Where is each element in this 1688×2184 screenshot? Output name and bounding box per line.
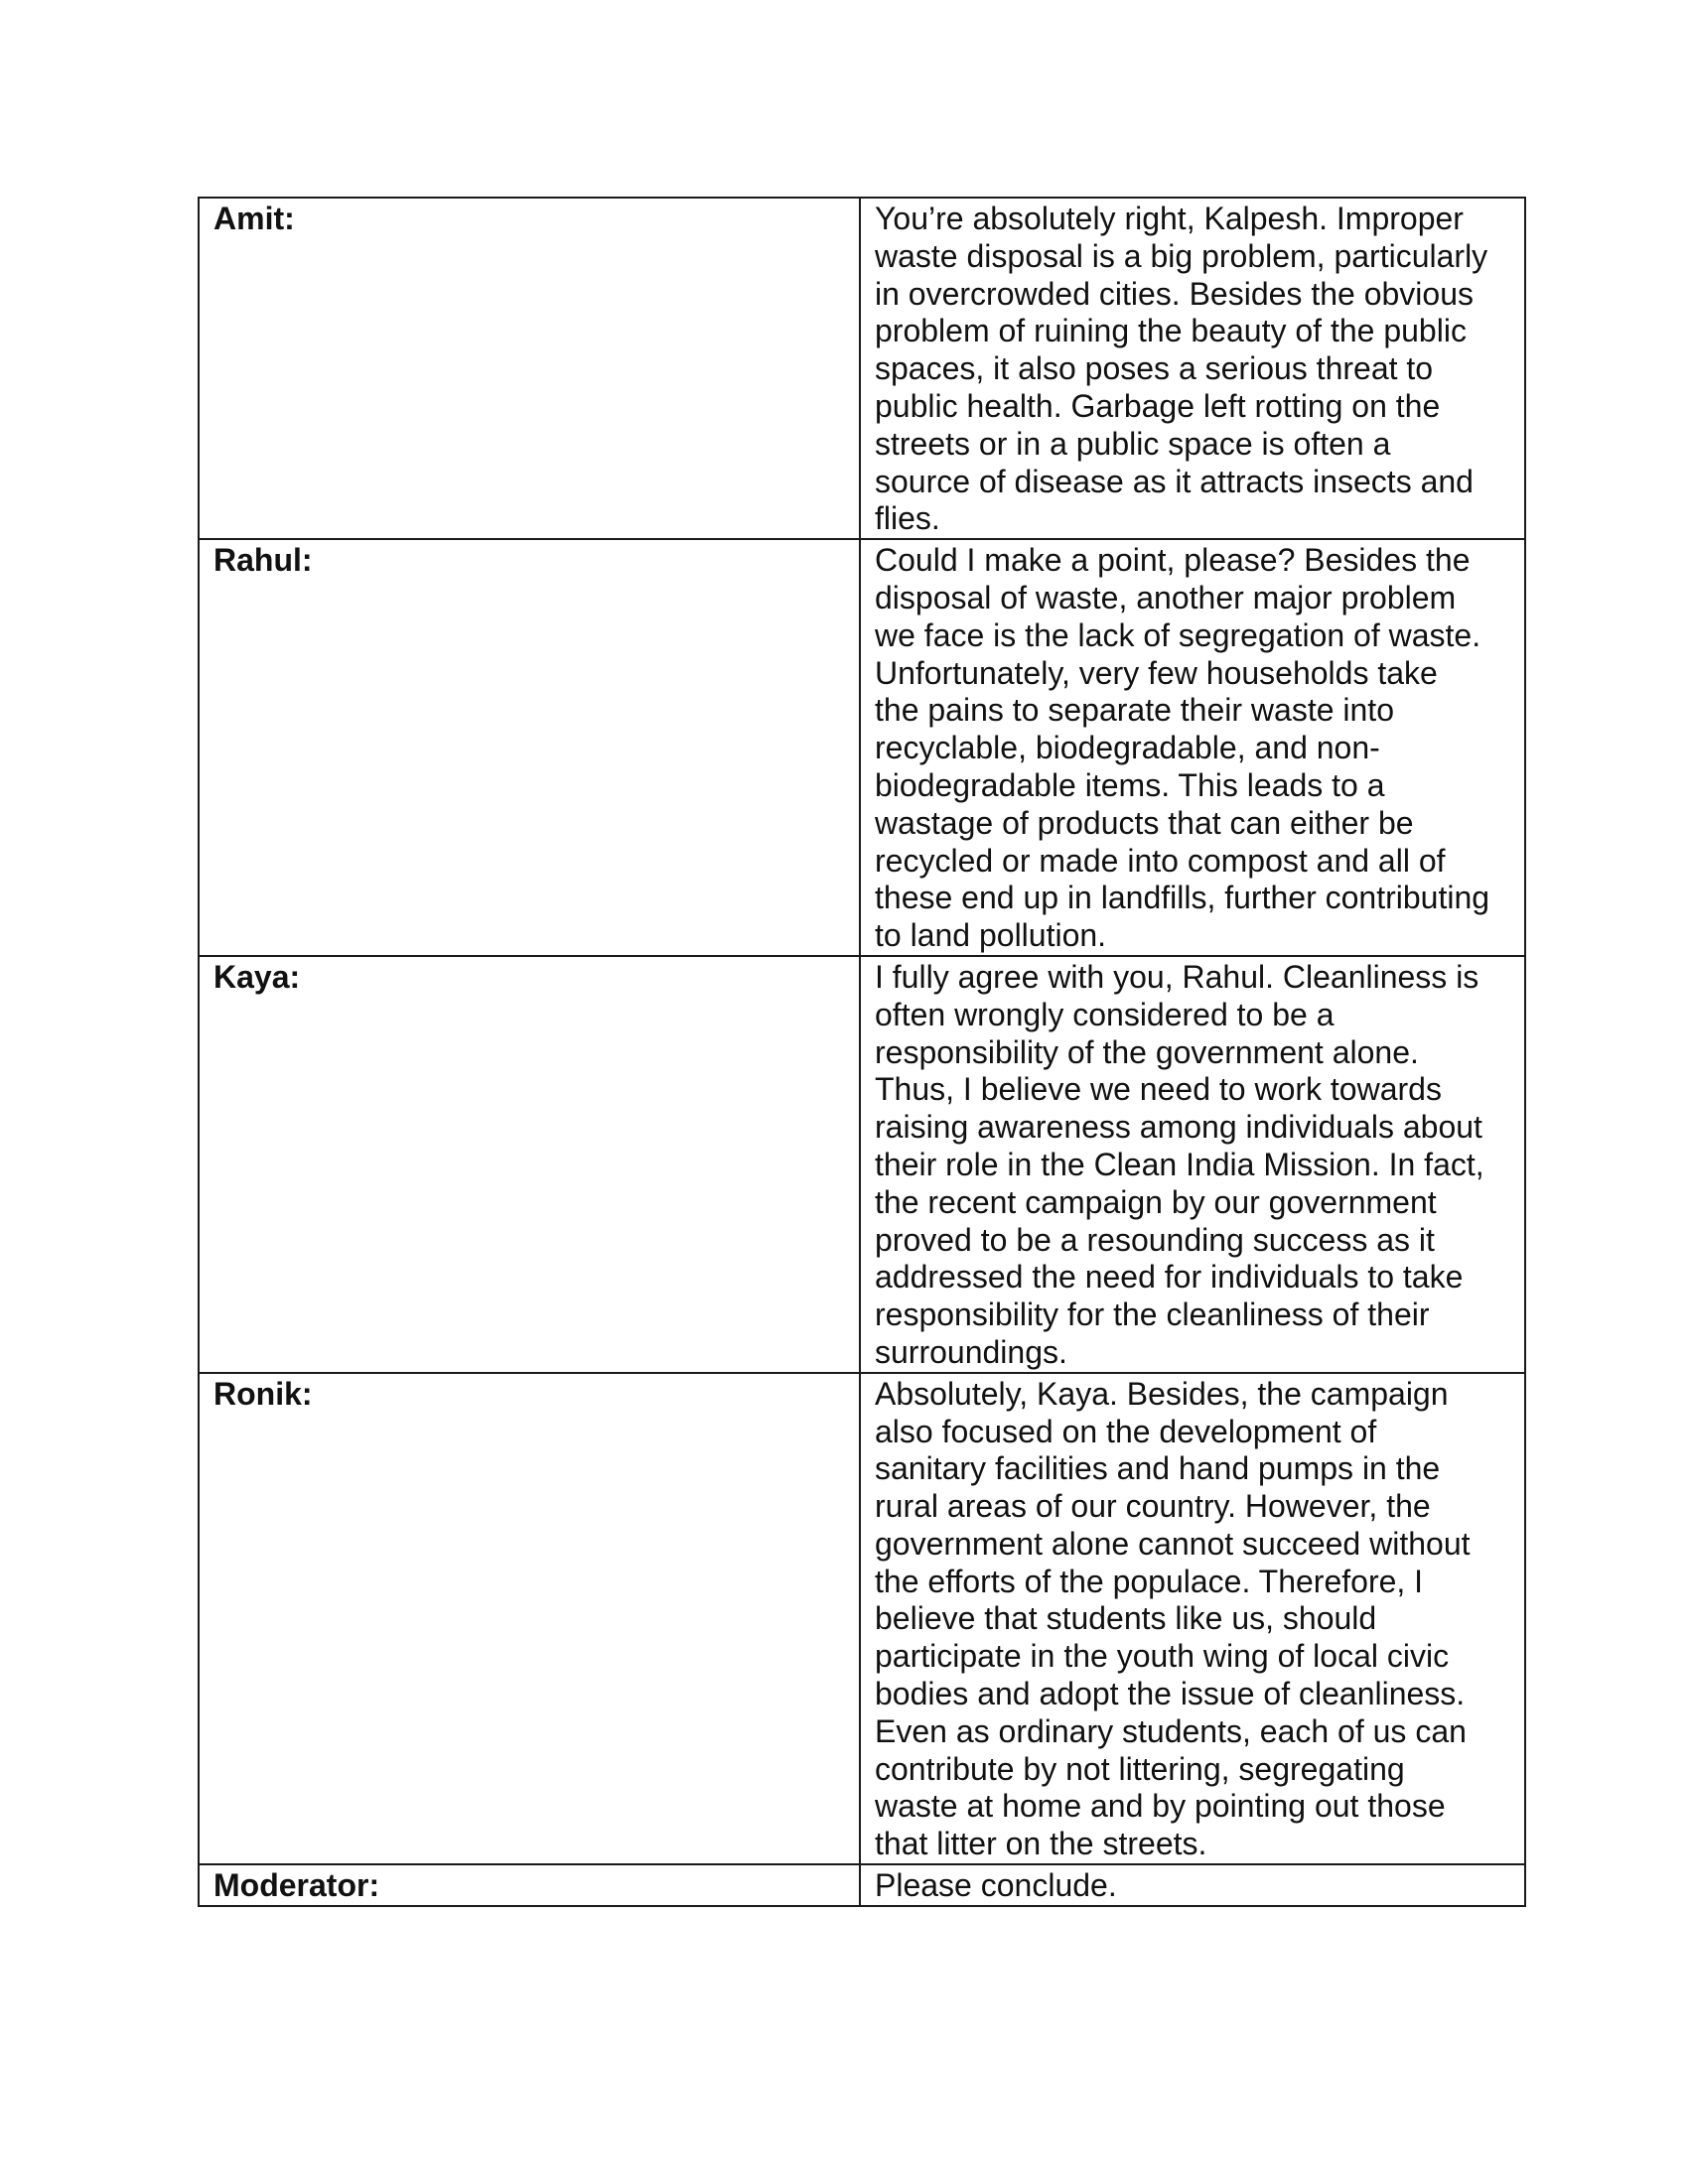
table-row	[199, 198, 1525, 539]
speech-text: Absolutely, Kaya. Besides, the campaign also focused on the development of sanitary facilities and hand pumps in the rural areas of our country. However, the government alone cannot succeed without the efforts of the populace. Therefore, I believe that students like us, should participate in the youth wing of local civic bodies and adopt the issue of cleanliness. Even as ordinary students, each of us can contribute by not littering, segregating waste at home and by pointing out those that litter on the streets.	[860, 1373, 1525, 1864]
table-row	[199, 539, 1525, 956]
table-row	[199, 1864, 1525, 1906]
speech-text: You’re absolutely right, Kalpesh. Improper waste disposal is a big problem, particularly in overcrowded cities. Besides the obvious problem of ruining the beauty of the public spaces, it also poses a serious threat to public health. Garbage left rotting on the streets or in a public space is often a source of disease as it attracts insects and flies.	[860, 198, 1525, 539]
speech-text: Could I make a point, please? Besides the disposal of waste, another major problem we face is the lack of segregation of waste. Unfortunately, very few households take the pains to separate their waste into recyclable, biodegradable, and non- biodegradable items. This leads to a wastage of products that can either be recycled or made into compost and all of these end up in landfills, further contributing to land pollution.	[860, 539, 1525, 956]
table-row	[199, 956, 1525, 1373]
speaker-name: Kaya:	[199, 956, 860, 1373]
speaker-name: Rahul:	[199, 539, 860, 956]
speech-text: I fully agree with you, Rahul. Cleanliness is often wrongly considered to be a responsibility of the government alone. Thus, I believe we need to work towards raising awareness among individuals about their role in the Clean India Mission. In fact, the recent campaign by our government proved to be a resounding success as it addressed the need for individuals to take responsibility for the cleanliness of their surroundings.	[860, 956, 1525, 1373]
speaker-name: Ronik:	[199, 1373, 860, 1864]
dialogue-table	[198, 197, 1526, 1907]
table-row	[199, 1373, 1525, 1864]
speaker-name: Amit:	[199, 198, 860, 539]
speech-text: Please conclude.	[860, 1864, 1525, 1906]
speaker-name: Moderator:	[199, 1864, 860, 1906]
